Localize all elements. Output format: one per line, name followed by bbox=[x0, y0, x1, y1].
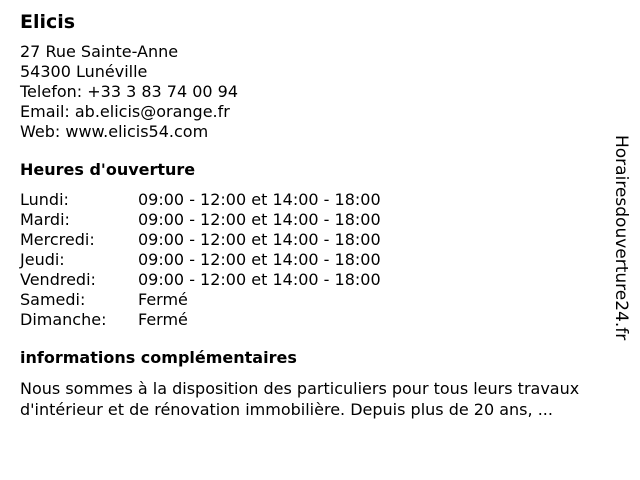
hours-row-thursday bbox=[20, 250, 381, 270]
hours-day: Vendredi: bbox=[20, 270, 96, 289]
hours-row-wednesday bbox=[20, 230, 381, 250]
opening-hours-table bbox=[20, 190, 381, 330]
business-card bbox=[20, 10, 620, 420]
phone-line: Telefon: +33 3 83 74 00 94 bbox=[20, 82, 239, 101]
hours-row-saturday bbox=[20, 290, 381, 310]
hours-day: Samedi: bbox=[20, 290, 86, 309]
hours-time: 09:00 - 12:00 et 14:00 - 18:00 bbox=[138, 270, 381, 289]
address-city: 54300 Lunéville bbox=[20, 62, 148, 81]
hours-time: Fermé bbox=[138, 290, 188, 309]
hours-row-monday bbox=[20, 190, 381, 210]
additional-info-heading: informations complémentaires bbox=[20, 348, 297, 367]
opening-hours-heading: Heures d'ouverture bbox=[20, 160, 196, 179]
email-line: Email: ab.elicis@orange.fr bbox=[20, 102, 230, 121]
hours-row-friday bbox=[20, 270, 381, 290]
hours-day: Mardi: bbox=[20, 210, 70, 229]
site-watermark: Horairesdouverture24.fr bbox=[611, 135, 631, 341]
hours-time: 09:00 - 12:00 et 14:00 - 18:00 bbox=[138, 250, 381, 269]
additional-info-text: Nous sommes à la disposition des particuliers pour tous leurs travaux d'intérieur et de rénovation immobilière. Depuis plus de 20 ans, ... bbox=[20, 379, 580, 419]
hours-day: Dimanche: bbox=[20, 310, 107, 329]
hours-time: 09:00 - 12:00 et 14:00 - 18:00 bbox=[138, 230, 381, 249]
hours-row-sunday bbox=[20, 310, 381, 330]
hours-row-tuesday bbox=[20, 210, 381, 230]
web-line: Web: www.elicis54.com bbox=[20, 122, 209, 141]
hours-day: Mercredi: bbox=[20, 230, 95, 249]
hours-day: Jeudi: bbox=[20, 250, 65, 269]
hours-time: 09:00 - 12:00 et 14:00 - 18:00 bbox=[138, 210, 381, 229]
address-street: 27 Rue Sainte-Anne bbox=[20, 42, 179, 61]
hours-day: Lundi: bbox=[20, 190, 69, 209]
business-name: Elicis bbox=[20, 11, 76, 33]
hours-time: 09:00 - 12:00 et 14:00 - 18:00 bbox=[138, 190, 381, 209]
hours-time: Fermé bbox=[138, 310, 188, 329]
